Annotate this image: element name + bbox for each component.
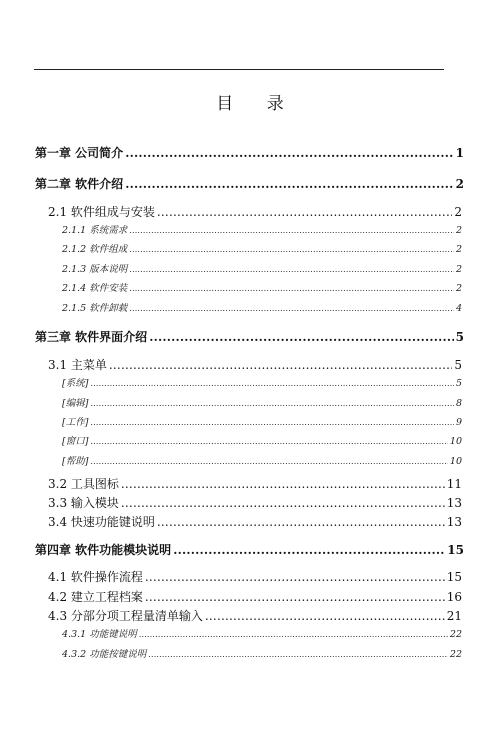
toc-entry-title: 4.3 分部分项工程量清单输入 (48, 609, 203, 623)
toc-entry-title: [系统] (62, 378, 89, 389)
toc-entry-page-number: 5 (455, 330, 464, 344)
toc-entry-page-number: 2 (455, 264, 462, 275)
toc-entry-title: 4.3.2 功能按键说明 (62, 649, 147, 660)
toc-entry[interactable] (35, 541, 464, 558)
toc-entry-page-number: 1 (455, 146, 464, 160)
toc-entry-title: 2.1 软件组成与安装 (48, 205, 155, 219)
toc-entry[interactable] (62, 280, 462, 294)
toc-entry-title: [帮助] (62, 456, 89, 467)
toc-entry[interactable] (48, 588, 462, 605)
toc-entry[interactable] (48, 607, 462, 624)
dot-leader (90, 399, 454, 408)
toc-entry[interactable] (62, 300, 462, 314)
toc-entry[interactable] (62, 453, 462, 467)
toc-entry[interactable] (48, 356, 462, 373)
toc-entry-page-number: 5 (454, 358, 462, 372)
dot-leader (157, 515, 445, 529)
dot-leader (145, 590, 445, 604)
dot-leader (139, 630, 448, 639)
toc-entry-title: 4.2 建立工程档案 (48, 590, 143, 604)
toc-entry-title: 2.1.2 软件组成 (62, 244, 128, 255)
toc-entry-page-number: 2 (455, 177, 464, 191)
dot-leader (90, 457, 447, 466)
toc-entry-page-number: 21 (446, 609, 462, 623)
toc-entry-page-number: 22 (449, 629, 462, 640)
toc-entry-page-number: 2 (455, 283, 462, 294)
dot-leader (149, 330, 453, 344)
toc-entry-title: [工作] (62, 417, 89, 428)
dot-leader (109, 358, 452, 372)
toc-entry[interactable] (62, 646, 462, 660)
dot-leader (121, 496, 445, 510)
toc-entry-title: 3.4 快速功能键说明 (48, 515, 155, 529)
dot-leader (121, 477, 445, 491)
toc-entry[interactable] (48, 475, 462, 492)
toc-entry[interactable] (62, 414, 462, 428)
toc-entry[interactable] (48, 513, 462, 530)
toc-entry-page-number: 22 (449, 649, 462, 660)
toc-entry-title: 2.1.5 软件卸载 (62, 303, 128, 314)
toc-entry-title: 4.3.1 功能键说明 (62, 629, 137, 640)
toc-entry-page-number: 15 (446, 570, 462, 584)
toc-entry-title: 第三章 软件界面介绍 (35, 330, 148, 344)
toc-entry-page-number: 8 (455, 398, 462, 409)
dot-leader (129, 245, 454, 254)
dot-leader (157, 205, 452, 219)
toc-entry-title: [编辑] (62, 398, 89, 409)
toc-entry-title: 3.2 工具图标 (48, 477, 119, 491)
toc-entry[interactable] (35, 175, 464, 192)
dot-leader (125, 177, 453, 191)
toc-entry-page-number: 16 (446, 590, 462, 604)
toc-entry-page-number: 13 (446, 515, 462, 529)
toc-entry[interactable] (62, 433, 462, 447)
toc-entry-page-number: 10 (449, 436, 462, 447)
dot-leader (129, 304, 454, 313)
toc-entry[interactable] (62, 626, 462, 640)
toc-entry-title: 4.1 软件操作流程 (48, 570, 143, 584)
toc-entry[interactable] (35, 328, 464, 345)
page-title: 目 录 (216, 94, 298, 114)
dot-leader (90, 437, 447, 446)
toc-entry[interactable] (62, 222, 462, 236)
toc-entry-title: 第四章 软件功能模块说明 (35, 543, 172, 557)
toc-entry[interactable] (62, 375, 462, 389)
toc-entry-page-number: 2 (455, 225, 462, 236)
toc-entry-page-number: 15 (447, 543, 464, 557)
toc-entry[interactable] (48, 494, 462, 511)
toc-entry-title: 第二章 软件介绍 (35, 177, 124, 191)
toc-entry[interactable] (62, 261, 462, 275)
toc-entry-page-number: 5 (455, 378, 462, 389)
toc-entry-page-number: 10 (449, 456, 462, 467)
toc-entry[interactable] (62, 395, 462, 409)
dot-leader (145, 570, 445, 584)
dot-leader (90, 418, 454, 427)
toc-entry-title: 3.1 主菜单 (48, 358, 107, 372)
toc-entry-page-number: 9 (455, 417, 462, 428)
dot-leader (129, 265, 454, 274)
dot-leader (125, 146, 453, 160)
dot-leader (205, 609, 445, 623)
dot-leader (90, 379, 454, 388)
toc-entry-title: 3.3 输入模块 (48, 496, 119, 510)
toc-entry-page-number: 4 (455, 303, 462, 314)
toc-entry[interactable] (62, 241, 462, 255)
dot-leader (129, 284, 454, 293)
dot-leader (129, 226, 454, 235)
toc-entry-page-number: 2 (455, 244, 462, 255)
toc-entry[interactable] (48, 568, 462, 585)
dot-leader (148, 650, 448, 659)
top-rule (34, 69, 444, 70)
toc-entry-page-number: 13 (446, 496, 462, 510)
toc-entry-page-number: 2 (454, 205, 462, 219)
toc-entry[interactable] (35, 144, 464, 161)
toc-entry-title: 2.1.3 版本说明 (62, 264, 128, 275)
toc-entry-title: 2.1.4 软件安装 (62, 283, 128, 294)
toc-entry-title: [窗口] (62, 436, 89, 447)
dot-leader (173, 543, 445, 557)
toc-entry-title: 2.1.1 系统需求 (62, 225, 128, 236)
toc-entry-page-number: 11 (446, 477, 462, 491)
toc-entry[interactable] (48, 203, 462, 220)
toc-entry-title: 第一章 公司简介 (35, 146, 124, 160)
